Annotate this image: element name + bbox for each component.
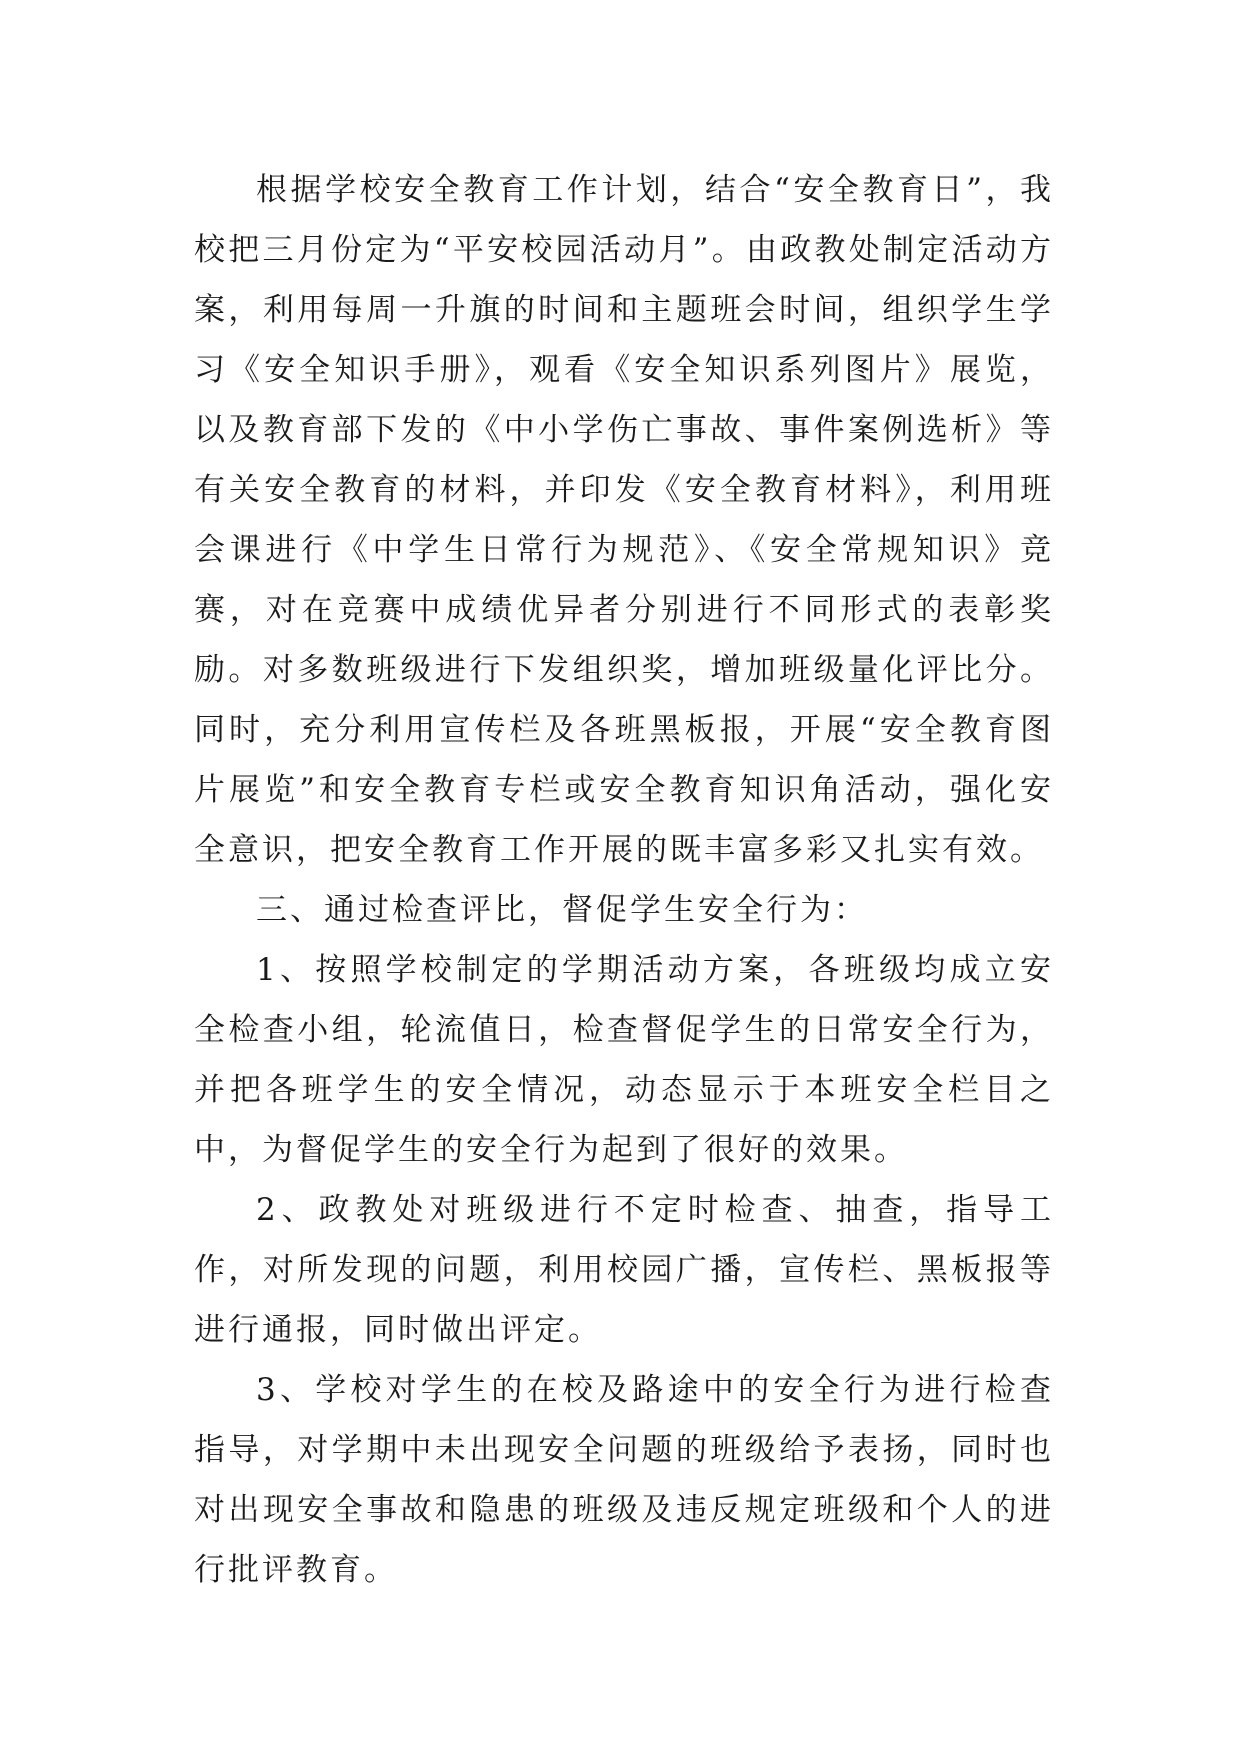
paragraph-item-3: 3、学校对学生的在校及路途中的安全行为进行检查指导，对学期中未出现安全问题的班级给予表扬，同时也对出现安全事故和隐患的班级及违反规定班级和个人的进行批评教育。: [194, 1372, 1054, 1588]
paragraph-item-1: 1、按照学校制定的学期活动方案，各班级均成立安全检查小组，轮流值日，检查督促学生的日常安全行为，并把各班学生的安全情况，动态显示于本班安全栏目之中，为督促学生的安全行为起到了很好的效果。: [194, 952, 1054, 1168]
document-body: [194, 160, 1054, 1600]
paragraph-activity-month: 根据学校安全教育工作计划，结合“安全教育日”，我校把三月份定为“平安校园活动月”。由政教处制定活动方案，利用每周一升旗的时间和主题班会时间，组织学生学习《安全知识手册》，观看《安全知识系列图片》展览，以及教育部下发的《中小学伤亡事故、事件案例选析》等有关安全教育的材料，并印发《安全教育材料》，利用班会课进行《中学生日常行为规范》、《安全常规知识》竞赛，对在竞赛中成绩优异者分别进行不同形式的表彰奖励。对多数班级进行下发组织奖，增加班级量化评比分。同时，充分利用宣传栏及各班黑板报，开展“安全教育图片展览”和安全教育专栏或安全教育知识角活动，强化安全意识，把安全教育工作开展的既丰富多彩又扎实有效。: [194, 172, 1054, 868]
paragraph-item-2: 2、政教处对班级进行不定时检查、抽查，指导工作，对所发现的问题，利用校园广播，宣传栏、黑板报等进行通报，同时做出评定。: [194, 1192, 1054, 1348]
section-heading-inspection: 三、通过检查评比，督促学生安全行为：: [256, 892, 868, 928]
